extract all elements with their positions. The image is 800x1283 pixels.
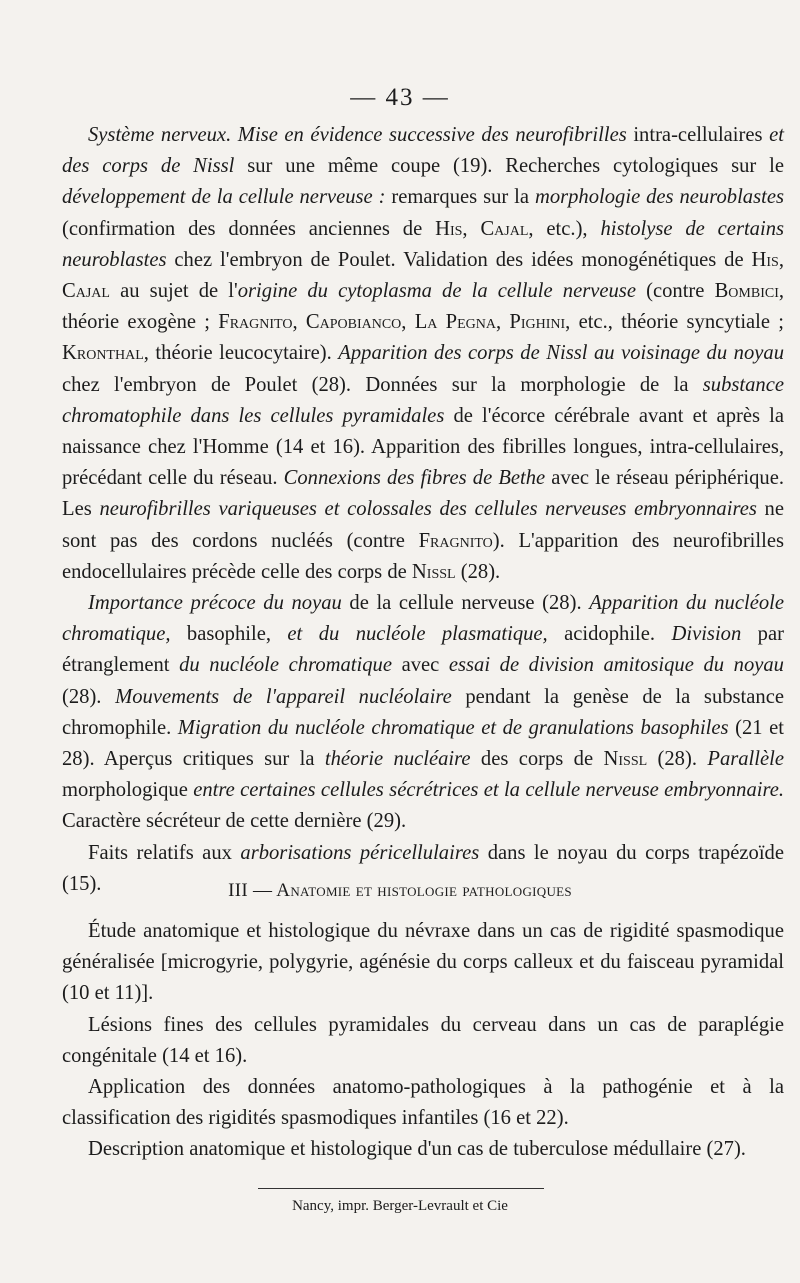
text-run: par étranglement — [62, 623, 784, 677]
text-run: pendant la genèse de la substance chromophile. — [62, 685, 784, 739]
italic-run: et du nucléole plasmatique, — [287, 623, 548, 646]
text-run: (21 et 28). Aperçus critiques sur la — [62, 716, 784, 771]
italic-run: Système nerveux. Mise en évidence successive des neurofibrilles — [88, 124, 627, 146]
text-run: avec le réseau périphérique. Les — [62, 467, 784, 521]
paragraph-classification: Application des données anatomo-pathologiques à la pathogénie et à la classification des rigidités spasmodiques infantiles (16 et 22). — [62, 1076, 784, 1130]
author-name: La Pegna — [414, 311, 496, 334]
text-run: acidophile. — [547, 623, 672, 646]
italic-run: Mouvements de l'appareil nucléolaire — [115, 685, 452, 708]
text-run: , — [292, 311, 306, 334]
footer-rule — [258, 1188, 544, 1189]
text-run: intra-cellulaires — [626, 124, 770, 146]
text-run: (28). — [62, 685, 116, 708]
text-run: de l'écorce cérébrale avant et après la naissance chez l'Homme (14 et 16). Apparition des fibrilles longues, intra-cellulaires, précédant celle du réseau. — [62, 404, 784, 490]
text-run: ). L'apparition des neurofibrilles endocellulaires précède celle des corps de — [62, 529, 784, 583]
author-name: Bombici — [714, 280, 779, 303]
text-run: Caractère sécréteur de cette dernière (29). — [62, 810, 407, 833]
italic-run: arborisations péricellulaires — [240, 841, 480, 864]
text-run: des corps de — [470, 748, 604, 771]
italic-run: histolyse de certains neuroblastes — [62, 217, 785, 271]
text-run: , théorie leucocytaire). — [143, 342, 339, 365]
italic-run: Division — [671, 623, 742, 646]
author-name: Nissl — [411, 560, 456, 583]
author-name: Capobianco — [305, 311, 402, 334]
text-run: basophile, — [170, 623, 288, 646]
italic-run: morphologie des neuroblastes — [534, 186, 784, 209]
text-run: de la cellule nerveuse (28). — [341, 592, 590, 615]
text-run: Faits relatifs aux — [88, 841, 241, 864]
author-name: Pighini — [509, 311, 566, 334]
italic-run: essai de division amitosique du noyau — [448, 654, 784, 677]
italic-run: Apparition du nucléole chromatique, — [62, 592, 784, 646]
text-run: , — [495, 311, 510, 334]
paragraph-paraplegia: Lésions fines des cellules pyramidales du cerveau dans un cas de paraplégie congénitale (14 et 16). — [62, 1013, 784, 1067]
printer-imprint: Nancy, impr. Berger-Levrault et Cie — [292, 1198, 508, 1214]
italic-run: neurofibrilles variqueuses et colossales des cellules nerveuses embryonnaires — [99, 498, 757, 521]
paragraph-nucleus — [62, 588, 784, 838]
text-run: au sujet de l' — [109, 280, 238, 303]
paragraph-rigidity: Étude anatomique et histologique du névraxe dans un cas de rigidité spasmodique généralisée [microgyrie, polygyrie, agénésie du corps calleux et du faisceau pyramidal (10 et 11)]. — [62, 920, 784, 1005]
pathology-section — [62, 916, 784, 1166]
text-run: , etc.), — [528, 217, 601, 240]
text-run: , — [401, 311, 415, 334]
text-run: sur une même coupe (19). Recherches cytologiques sur le — [234, 155, 784, 178]
text-run: chez l'embryon de Poulet (28). Données sur la morphologie de la — [62, 373, 703, 396]
italic-run: Connexions des fibres de Bethe — [283, 467, 546, 490]
text-run: dans le noyau du corps trapézoïde (15). — [62, 841, 784, 895]
paragraph-tuberculosis: Description anatomique et histologique d'un cas de tuberculose médullaire (27). — [88, 1138, 746, 1161]
text-run: ne sont pas des cordons nucléés (contre — [62, 498, 784, 552]
author-name: Fragnito — [418, 529, 493, 552]
italic-run: et des corps de Nissl — [62, 124, 784, 178]
text-run: , — [778, 248, 784, 271]
text-run: (28). — [647, 748, 708, 771]
text-run: (confirmation des données anciennes de — [62, 217, 436, 240]
cytology-section — [62, 120, 784, 900]
author-name: Kronthal — [62, 342, 144, 365]
text-run: (contre — [635, 280, 715, 303]
text-run: , etc., théorie syncytiale ; — [565, 311, 785, 334]
italic-run: Importance précoce du noyau — [88, 592, 342, 615]
text-run: morphologique — [62, 779, 194, 802]
paragraph-nervous-system — [62, 120, 784, 588]
section-heading-text: III — Anatomie et histologie pathologiques — [228, 880, 572, 901]
italic-run: développement de la cellule nerveuse : — [62, 186, 386, 209]
text-run: avec — [391, 654, 449, 677]
author-name: Nissl — [603, 748, 648, 771]
italic-run: théorie nucléaire — [324, 748, 471, 771]
author-name: His — [751, 248, 779, 271]
author-name: His — [435, 217, 463, 240]
italic-run: Parallèle — [707, 748, 784, 771]
italic-run: entre certaines cellules sécrétrices et la cellule nerveuse embryonnaire. — [193, 779, 784, 802]
italic-run: substance chromatophile dans les cellules pyramidales — [62, 373, 784, 427]
text-run: (28). — [455, 560, 501, 583]
page-number: — 43 — — [350, 84, 450, 111]
italic-run: du nucléole chromatique — [179, 654, 392, 677]
section-heading — [0, 880, 800, 902]
text-run: chez l'embryon de Poulet. Validation des idées monogénétiques de — [166, 248, 752, 271]
author-name: Cajal — [62, 280, 110, 303]
italic-run: origine du cytoplasma de la cellule nerveuse — [237, 280, 636, 303]
author-name: Cajal — [480, 217, 529, 240]
text-run: , — [462, 217, 481, 240]
text-run: remarques sur la — [385, 186, 535, 209]
author-name: Fragnito — [218, 311, 293, 334]
italic-run: Migration du nucléole chromatique et de granulations basophiles — [177, 716, 729, 739]
text-run: , théorie exogène ; — [62, 280, 785, 334]
italic-run: Apparition des corps de Nissl au voisinage du noyau — [338, 342, 784, 365]
